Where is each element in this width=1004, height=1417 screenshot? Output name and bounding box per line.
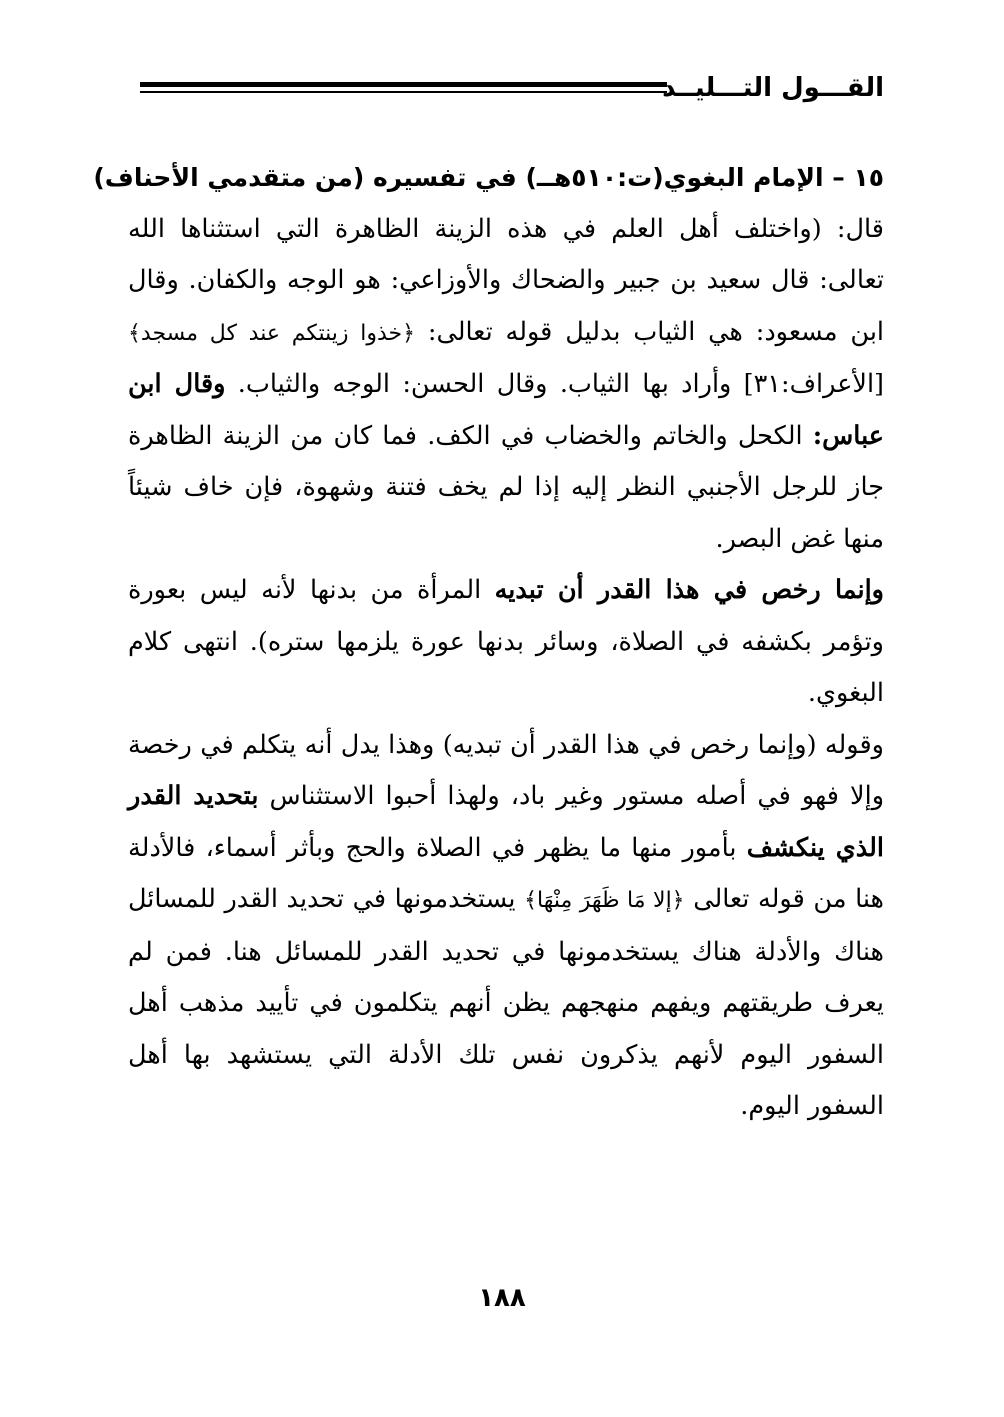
bold-phrase: وإنما رخص في هذا القدر أن تبديه	[494, 575, 884, 605]
paragraph-text: الكحل والخاتم والخضاب في الكف. فما كان من الزينة الظاهرة جاز للرجل الأجنبي النظر إليه إذا لم يخف فتنة وشهوة، فإن خاف شيئاً منها غض البصر.	[128, 420, 884, 554]
commentary-paragraph	[128, 720, 884, 1133]
paragraph-text: قال: (واختلف أهل العلم في هذه الزينة الظاهرة التي استثناها الله تعالى: قال سعيد بن جبير والضحاك والأوزاعي: هو الوجه والكفان. وقال ابن مسعود: هي الثياب بدليل قوله تعالى:	[128, 213, 884, 347]
paragraph-text: المرأة من بدنها لأنه ليس بعورة وتؤمر بكشفه في الصلاة، وسائر بدنها عورة يلزمها ستره). انتهى كلام البغوي.	[128, 575, 884, 708]
running-header	[120, 68, 884, 108]
page-number: ١٨٨	[478, 1283, 526, 1313]
bold-phrase: وقال ابن عباس:	[128, 369, 884, 451]
quran-verse: ﴿خذوا زينتكم عند كل مسجد﴾	[128, 320, 416, 346]
bold-phrase: بتحديد القدر الذي ينكشف	[128, 781, 884, 863]
header-double-rule	[140, 82, 667, 87]
quote-paragraph-continued	[128, 565, 884, 720]
quote-paragraph	[128, 204, 884, 566]
paragraph-text: بأمور منها ما يظهر في الصلاة والحج وبأثر أسماء، فالأدلة هنا من قوله تعالى	[128, 832, 884, 914]
quran-verse: ﴿إلا مَا ظَهَرَ مِنْهَا﴾	[524, 888, 685, 913]
page-body	[93, 152, 885, 1133]
paragraph-text: وقوله (وإنما رخص في هذا القدر أن تبديه) وهذا يدل أنه يتكلم في رخصة وإلا فهو في أصله مستور وغير باد، ولهذا أحبوا الاستثناس	[128, 729, 885, 811]
section-heading: ١٥ – الإمام البغوي(ت:٥١٠هــ) في تفسيره (من متقدمي الأحناف)	[93, 163, 884, 192]
paragraph-text: يستخدمونها في تحديد القدر للمسائل هناك والأدلة هناك يستخدمونها في تحديد القدر للمسائل هنا. فمن لم يعرف طريقتهم ويفهم منهجهم يظن أنهم يتكلمون في تأييد مذهب أهل السفور اليوم لأنهم يذكرون نفس تلك الأدلة التي يستشهد بها أهل السفور اليوم.	[128, 884, 884, 1121]
book-title: القـــول التـــليــد	[662, 73, 884, 103]
paragraph-text: [الأعراف:٣١] وأراد بها الثياب. وقال الحسن: الوجه والثياب.	[225, 369, 884, 399]
